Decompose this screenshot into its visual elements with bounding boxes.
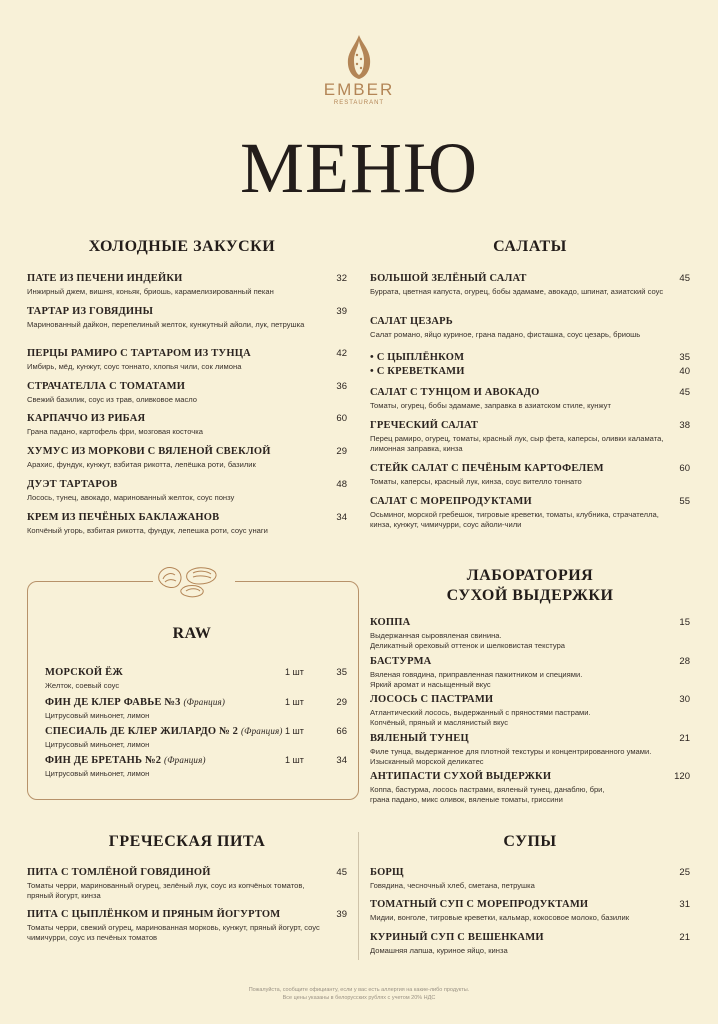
menu-item [370, 419, 690, 454]
menu-item [370, 315, 670, 340]
menu-item [45, 666, 347, 691]
menu-item-price: 31 [679, 899, 690, 910]
menu-item-price: 39 [336, 909, 347, 920]
menu-item [27, 305, 347, 330]
menu-item-name [45, 725, 285, 738]
section-title-soups: СУПЫ [503, 833, 557, 850]
page-title: МЕНЮ [240, 128, 478, 208]
menu-item-description: Изысканный морской деликатес [370, 757, 484, 766]
section-title-pita: ГРЕЧЕСКАЯ ПИТА [108, 833, 266, 850]
footer-price-note: Все цены указаны в белорусских рублях с учетом 20% НДС [282, 995, 436, 1001]
menu-item-title: БОРЩ [370, 867, 404, 878]
menu-item-title: САЛАТ С МОРЕПРОДУКТАМИ [370, 496, 532, 507]
menu-item-title: ДУЭТ ТАРТАРОВ [27, 479, 118, 490]
menu-item-title: МОРСКОЙ ЁЖ [45, 667, 123, 678]
menu-item-name [370, 931, 670, 944]
section-title-salads: САЛАТЫ [493, 238, 567, 255]
menu-item [370, 462, 690, 487]
menu-item-description: Свежий базилик, соус из трав, оливковое масло [27, 395, 198, 404]
menu-item-price: 42 [336, 348, 347, 359]
menu-item-name [27, 908, 327, 921]
menu-item-price: 21 [679, 932, 690, 943]
menu-item-origin: (Франция) [183, 697, 226, 707]
brand-name: EMBER [323, 80, 395, 99]
menu-item-description: Желток, соевый соус [45, 681, 120, 690]
menu-item-description: Томаты, огурец, бобы эдамаме, заправка в азиатском стиле, кунжут [370, 401, 611, 410]
menu-item-description: Коппа, бастурма, лосось пастрами, вяленый тунец, данаблю, бри, [370, 785, 605, 794]
menu-item-title: ФИН ДЕ КЛЕР ФАВЬЕ №3 [45, 697, 181, 708]
menu-item-name [45, 696, 285, 709]
footer-allergy-note: Пожалуйста, сообщите официанту, если у вас есть аллергия на какие-либо продукты. [248, 987, 470, 993]
menu-item-title: ПАТЕ ИЗ ПЕЧЕНИ ИНДЕЙКИ [27, 273, 183, 284]
menu-item-price: 38 [679, 420, 690, 431]
menu-item-description: Томаты, каперсы, красный лук, кинза, соус вителло тоннато [370, 477, 582, 486]
menu-item-price: 15 [679, 617, 690, 628]
menu-item [370, 898, 690, 923]
menu-item-price: 30 [679, 694, 690, 705]
menu-item-description: Цитрусовый миньонет, лимон [45, 711, 150, 720]
menu-item-price: 36 [336, 381, 347, 392]
menu-item-description: Выдержанная сыровяленая свинина. [370, 631, 502, 640]
menu-item-name [370, 462, 670, 475]
menu-item-description: Деликатный ореховый оттенок и шелковистая текстура [370, 641, 566, 650]
menu-item-name [370, 315, 670, 328]
menu-item-title: ТАРТАР ИЗ ГОВЯДИНЫ [27, 306, 154, 317]
menu-item-price: 60 [679, 463, 690, 474]
menu-item-title: АНТИПАСТИ СУХОЙ ВЫДЕРЖКИ [370, 771, 552, 782]
menu-item-description: Маринованный дайкон, перепелиный желток, кунжутный айоли, лук, петрушка [27, 320, 305, 329]
menu-item-description: Атлантический лосось, выдержанный с пряностями пастрами. [370, 708, 591, 717]
menu-item-title: САЛАТ С ТУНЦОМ И АВОКАДО [370, 387, 540, 398]
menu-item-name [370, 693, 670, 706]
menu-item-title: ГРЕЧЕСКИЙ САЛАТ [370, 420, 479, 431]
menu-item-title: БОЛЬШОЙ ЗЕЛЁНЫЙ САЛАТ [370, 273, 527, 284]
menu-item-description: Грана падано, картофель фри, мозговая косточка [27, 427, 203, 436]
menu-item [27, 347, 347, 372]
menu-item [27, 412, 347, 437]
menu-item-price: 120 [674, 771, 690, 782]
menu-item [370, 655, 690, 690]
menu-item-description: Осьминог, морской гребешок, тигровые креветки, томаты, клубника, страчателла, кинза, кунжут, чимичурри, соус айоли-чили [370, 510, 659, 529]
section-title-dry-line2: СУХОЙ ВЫДЕРЖКИ [446, 587, 614, 604]
menu-item-description: Томаты черри, маринованный огурец, зелёный лук, соус из копчёных томатов, пряный йогурт, кинза [27, 881, 305, 900]
menu-item-description: Буррата, цветная капуста, огурец, бобы эдамаме, авокадо, шпинат, азиатский соус [370, 287, 664, 296]
menu-item-description: Салат романо, яйцо куриное, грана падано, фисташка, соус цезарь, бриошь [370, 330, 641, 339]
menu-item-description: Копчёный угорь, взбитая рикотта, фундук, лепешка роти, соус унаги [27, 526, 268, 535]
menu-item-origin: (Франция) [240, 726, 283, 736]
menu-item-name [27, 445, 327, 458]
menu-item-price: 25 [679, 867, 690, 878]
menu-item-price: 29 [336, 697, 347, 708]
section-title-raw: RAW [172, 625, 212, 642]
column-divider [358, 832, 359, 960]
menu-item-name [370, 365, 670, 378]
menu-item [27, 908, 347, 943]
menu-item-description: Цитрусовый миньонет, лимон [45, 740, 150, 749]
menu-item-name [27, 866, 327, 879]
menu-item-origin: (Франция) [164, 755, 206, 765]
menu-item-name [27, 478, 327, 491]
menu-item-title: ХУМУС ИЗ МОРКОВИ С ВЯЛЕНОЙ СВЕКЛОЙ [27, 446, 271, 457]
menu-item-description: Говядина, чесночный хлеб, сметана, петрушка [370, 881, 535, 890]
menu-item-title: ПЕРЦЫ РАМИРО С ТАРТАРОМ ИЗ ТУНЦА [27, 348, 251, 359]
menu-item [370, 272, 690, 297]
menu-item-name [45, 754, 285, 767]
menu-item-name [370, 655, 670, 668]
menu-item [370, 365, 690, 380]
menu-item-description: Имбирь, мёд, кунжут, соус тоннато, хлопья чили, сок лимона [27, 362, 242, 371]
menu-item-name [45, 666, 285, 679]
menu-item-name [27, 305, 327, 318]
menu-item-title: САЛАТ ЦЕЗАРЬ [370, 316, 453, 327]
oyster-icon [153, 560, 235, 600]
menu-item-name [27, 272, 327, 285]
menu-item-price: 28 [679, 656, 690, 667]
menu-item-name [27, 412, 327, 425]
menu-item-name [370, 898, 670, 911]
menu-item-title: • С ЦЫПЛЁНКОМ [370, 352, 465, 363]
menu-item [27, 478, 347, 503]
menu-item-description: Арахис, фундук, кунжут, взбитая рикотта, лепёшка роти, базилик [27, 460, 256, 469]
menu-item-quantity: 1 шт [285, 697, 304, 707]
menu-item [370, 693, 690, 728]
menu-item [27, 272, 347, 297]
menu-item-price: 55 [679, 496, 690, 507]
menu-item-title: СТРАЧАТЕЛЛА С ТОМАТАМИ [27, 381, 186, 392]
menu-item-title: КОППА [370, 617, 411, 628]
menu-item [45, 696, 347, 721]
menu-item-name [370, 495, 670, 508]
menu-item-description: Цитрусовый миньонет, лимон [45, 769, 150, 778]
menu-item-price: 35 [679, 352, 690, 363]
menu-item-price: 45 [679, 387, 690, 398]
menu-item-name [27, 511, 327, 524]
menu-item-price: 45 [679, 273, 690, 284]
menu-item [27, 380, 347, 405]
menu-item [370, 770, 690, 805]
menu-item-title: ПИТА С ЦЫПЛЁНКОМ И ПРЯНЫМ ЙОГУРТОМ [27, 909, 281, 920]
menu-item-description: Вяленая говядина, приправленная пажитником и специями. [370, 670, 583, 679]
menu-item-price: 35 [336, 667, 347, 678]
menu-item [370, 386, 690, 411]
menu-item-title: ТОМАТНЫЙ СУП С МОРЕПРОДУКТАМИ [370, 899, 589, 910]
menu-item-price: 34 [336, 512, 347, 523]
menu-item-price: 32 [336, 273, 347, 284]
menu-item [370, 732, 690, 767]
menu-item [370, 495, 690, 530]
menu-item-price: 39 [336, 306, 347, 317]
footer-note [0, 986, 718, 1002]
menu-item-title: СТЕЙК САЛАТ С ПЕЧЁНЫМ КАРТОФЕЛЕМ [370, 463, 604, 474]
menu-item [370, 351, 690, 366]
menu-item-title: ПИТА С ТОМЛЁНОЙ ГОВЯДИНОЙ [27, 867, 211, 878]
menu-item-title: ЛОСОСЬ С ПАСТРАМИ [370, 694, 494, 705]
menu-item-name [27, 347, 327, 360]
menu-item [45, 725, 347, 750]
menu-item-name [370, 866, 670, 879]
menu-item-name [370, 272, 670, 285]
menu-item-name [370, 770, 670, 783]
menu-item [370, 931, 690, 956]
menu-item-title: КРЕМ ИЗ ПЕЧЁНЫХ БАКЛАЖАНОВ [27, 512, 220, 523]
menu-item-quantity: 1 шт [285, 726, 304, 736]
menu-item-description: Инжирный джем, вишня, коньяк, бриошь, карамелизированный пекан [27, 287, 274, 296]
menu-item-description: Яркий аромат и насыщенный вкус [370, 680, 491, 689]
menu-item [27, 511, 347, 536]
menu-item-title: ВЯЛЕНЫЙ ТУНЕЦ [370, 733, 469, 744]
menu-item-name [370, 386, 670, 399]
menu-item-description: грана падано, микс оливок, вяленые томаты, гриссини [370, 795, 563, 804]
menu-item-name [370, 351, 670, 364]
menu-item-name [370, 616, 670, 629]
section-title-cold: ХОЛОДНЫЕ ЗАКУСКИ [88, 238, 276, 255]
menu-item [27, 445, 347, 470]
menu-item-price: 29 [336, 446, 347, 457]
menu-item-name [370, 732, 670, 745]
menu-item-price: 45 [336, 867, 347, 878]
menu-item-price: 34 [336, 755, 347, 766]
menu-item-name [370, 419, 670, 432]
menu-item-quantity: 1 шт [285, 667, 304, 677]
menu-item [370, 616, 690, 651]
menu-item [27, 866, 347, 901]
menu-item-price: 60 [336, 413, 347, 424]
menu-item-title: КУРИНЫЙ СУП С ВЕШЕНКАМИ [370, 932, 544, 943]
section-title-dry-line1: ЛАБОРАТОРИЯ [466, 567, 594, 584]
menu-item-description: Томаты черри, свежий огурец, маринованная морковь, кунжут, пряный йогурт, соус чимичурри, соус из печёных томатов [27, 923, 320, 942]
menu-item-description: Домашняя лапша, куриное яйцо, кинза [370, 946, 508, 955]
menu-item-title: БАСТУРМА [370, 656, 432, 667]
brand-subtitle: RESTAURANT [333, 100, 385, 106]
menu-item-price: 40 [679, 366, 690, 377]
menu-item-title: • С КРЕВЕТКАМИ [370, 366, 465, 377]
menu-item-description: Перец рамиро, огурец, томаты, красный лук, сыр фета, каперсы, оливки каламата, лимонная заправка, кинза [370, 434, 664, 453]
menu-item-description: Лосось, тунец, авокадо, маринованный желток, соус понзу [27, 493, 235, 502]
menu-item-name [27, 380, 327, 393]
menu-item-description: Филе тунца, выдержанное для плотной текстуры и концентрированного умами. [370, 747, 652, 756]
menu-item-title: СПЕСИАЛЬ ДЕ КЛЕР ЖИЛАРДО № 2 [45, 726, 239, 737]
menu-item [45, 754, 347, 779]
ember-logo-icon [339, 33, 379, 81]
menu-item-quantity: 1 шт [285, 755, 304, 765]
menu-item-price: 66 [336, 726, 347, 737]
menu-item-price: 48 [336, 479, 347, 490]
menu-item-title: ФИН ДЕ БРЕТАНЬ №2 [45, 755, 162, 766]
menu-item-description: Мидии, вонголе, тигровые креветки, кальмар, кокосовое молоко, базилик [370, 913, 630, 922]
menu-item [370, 866, 690, 891]
menu-item-description: Копчёный, пряный и маслянистый вкус [370, 718, 509, 727]
menu-item-title: КАРПАЧЧО ИЗ РИБАЯ [27, 413, 146, 424]
menu-item-price: 21 [679, 733, 690, 744]
